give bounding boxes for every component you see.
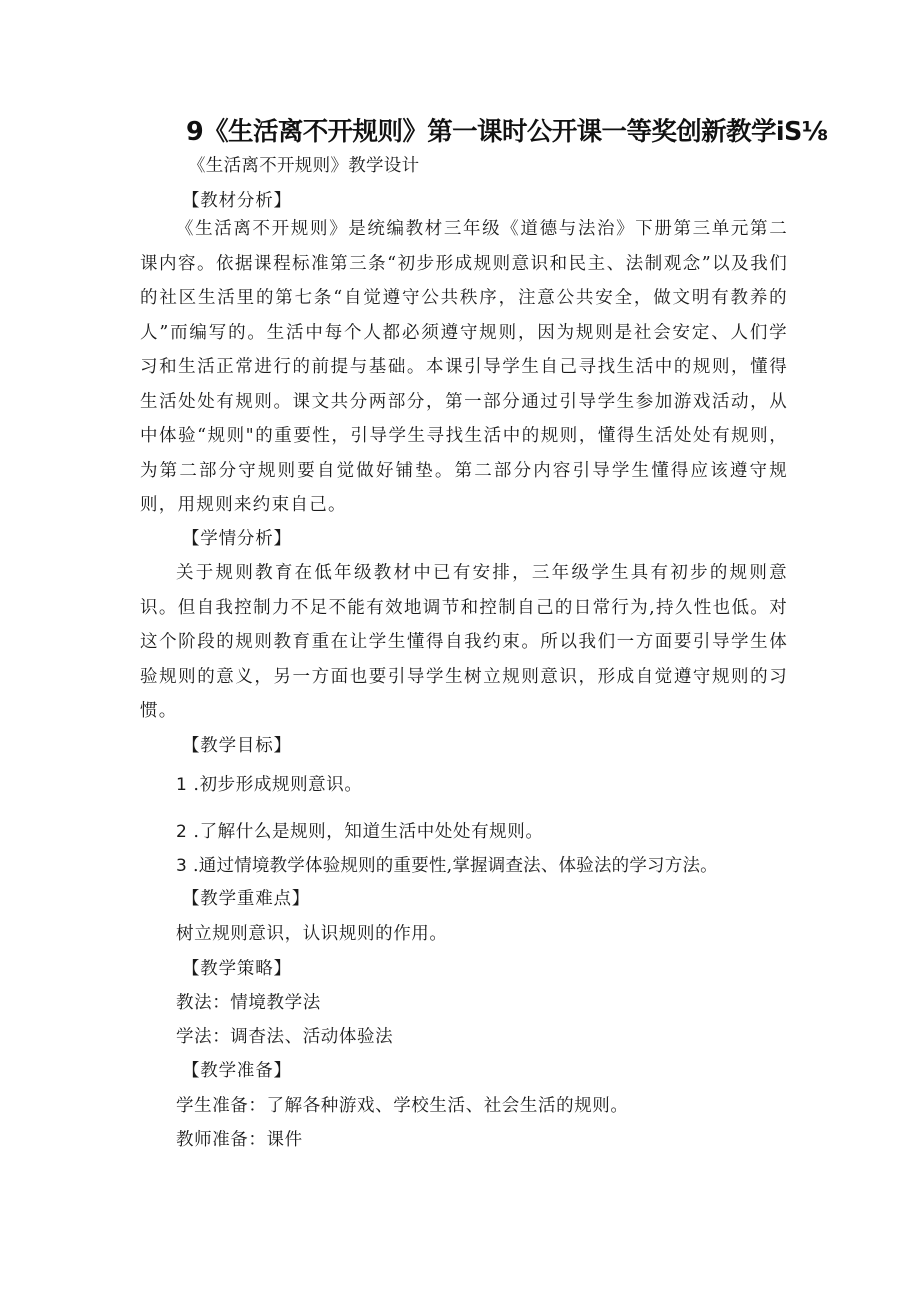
goal-text: .了解什么是规则，知道生活中处处有规则。: [193, 822, 544, 842]
strategy-teaching-method: 教法：情境教学法: [176, 993, 321, 1013]
document-subtitle: 《生活离不开规则》教学设计: [188, 156, 420, 176]
goal-text: .通过情境教学体验规则的重要性,掌握调查法、体验法的学习方法。: [193, 856, 718, 876]
goal-item-2: [176, 818, 543, 843]
goal-number: 2: [176, 822, 188, 842]
section-heading-student: 【学情分析】: [182, 529, 292, 549]
strategy-learning-method: 学法：调杳法、活动体验法: [176, 1027, 394, 1047]
preparation-student: 学生准备：了解各种游戏、学校生活、社会生活的规则。: [176, 1096, 629, 1116]
section-heading-goals: 【教学目标】: [182, 736, 292, 756]
goal-number: 1: [176, 775, 188, 795]
section-heading-key-points: 【教学重难点】: [182, 889, 311, 909]
document-title: 9《生活离不开规则》第一课时公开课一等奖创新教学iS⅛: [186, 117, 828, 147]
goal-item-3: [176, 852, 718, 877]
student-analysis-paragraph: 关于规则教育在低年级教材中已有安排，三年级学生具有初步的规则意识。但自我控制力不足不能有效地调节和控制自己的日常行为,持久性也低。对这个阶段的规则教育重在让学生懂得自我约束。所以我们一方面要引导学生体验规则的意义，另一方面也要引导学生树立规则意识，形成自觉遵守规则的习惯。: [140, 563, 788, 721]
goal-text: .初步形成规则意识。: [193, 775, 363, 795]
material-analysis-paragraph: 《生活离不开规则》是统编教材三年级《道德与法治》下册第三单元第二课内容。依据课程标准第三条“初步形成规则意识和民主、法制观念”以及我们的社区生活里的第七条“自觉遵守公共秩序，注意公共安全，做文明有教养的人”而编写的。生活中每个人都必须遵守规则，因为规则是社会安定、人们学习和生活正常进行的前提与基础。本课引导学生自己寻找生活中的规则，懂得生活处处有规则。课文共分两部分，第一部分通过引导学生参加游戏活动，从中体验“规则"的重要性，引导学生寻找生活中的规则，懂得生活处处有规则，为第二部分守规则要自觉做好铺垫。第二部分内容引导学生懂得应该遵守规则，用规则来约束自己。: [140, 219, 788, 515]
section-heading-material: 【教材分析】: [182, 191, 292, 211]
section-heading-preparation: 【教学准备】: [182, 1061, 292, 1081]
goal-item-1: [176, 771, 362, 796]
goal-number: 3: [176, 856, 188, 876]
preparation-teacher: 教师准备：课件: [176, 1130, 303, 1150]
key-points-text: 树立规则意识，认识规则的作用。: [176, 924, 448, 944]
section-heading-strategy: 【教学策略】: [182, 959, 292, 979]
